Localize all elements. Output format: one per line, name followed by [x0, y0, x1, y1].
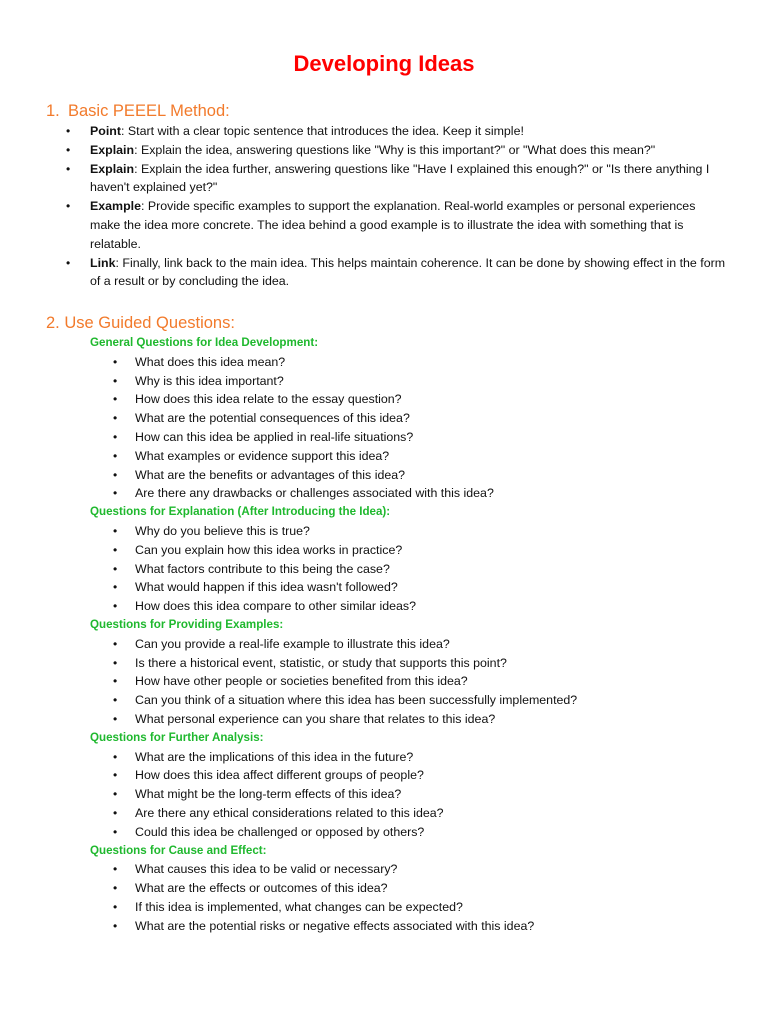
question-item — [90, 597, 730, 616]
question-text: Why do you believe this is true? — [135, 523, 310, 538]
question-list — [90, 353, 730, 503]
bullet-icon: • — [113, 354, 118, 369]
bullet-icon: • — [113, 805, 118, 820]
question-item — [90, 484, 730, 503]
bullet-icon: • — [113, 411, 118, 426]
question-text: What are the potential consequences of this idea? — [135, 411, 410, 426]
bullet-icon: • — [113, 580, 118, 595]
bullet-icon: • — [113, 448, 118, 463]
peeel-item — [66, 160, 728, 198]
bullet-icon: • — [66, 161, 71, 176]
bullet-icon: • — [113, 599, 118, 614]
bullet-icon: • — [113, 655, 118, 670]
question-item — [90, 353, 730, 372]
bullet-icon: • — [113, 693, 118, 708]
bullet-icon: • — [113, 392, 118, 407]
bullet-icon: • — [113, 674, 118, 689]
peeel-term: Explain — [90, 142, 135, 157]
question-text: How does this idea affect different groups of people? — [135, 768, 424, 783]
section-2-heading: 2. Use Guided Questions: — [46, 314, 235, 332]
question-text: What factors contribute to this being the case? — [135, 561, 390, 576]
peeel-list — [66, 122, 728, 291]
bullet-icon: • — [66, 255, 71, 270]
bullet-icon: • — [113, 542, 118, 557]
question-group-title: Questions for Cause and Effect: — [90, 843, 267, 857]
question-item — [90, 635, 730, 654]
question-item — [90, 654, 730, 673]
question-item — [90, 766, 730, 785]
bullet-icon: • — [113, 711, 118, 726]
page-title: Developing Ideas — [293, 51, 475, 76]
question-item — [90, 541, 730, 560]
question-item — [90, 466, 730, 485]
question-text: Could this idea be challenged or opposed by others? — [135, 824, 425, 839]
question-item — [90, 898, 730, 917]
question-text: Can you think of a situation where this idea has been successfully implemented? — [135, 693, 578, 708]
question-text: What examples or evidence support this idea? — [135, 448, 390, 463]
question-item — [90, 428, 730, 447]
question-text: How have other people or societies benefited from this idea? — [135, 674, 468, 689]
peeel-text: : Explain the idea, answering questions like "Why is this important?" or "What does this mean?" — [134, 142, 656, 157]
peeel-item — [66, 197, 728, 253]
question-item — [90, 785, 730, 804]
peeel-term: Link — [90, 255, 116, 270]
question-item — [90, 390, 730, 409]
question-group-title: General Questions for Idea Development: — [90, 336, 319, 349]
question-item — [90, 748, 730, 767]
peeel-item — [66, 141, 728, 160]
bullet-icon: • — [113, 899, 118, 914]
question-text: What are the effects or outcomes of this idea? — [135, 881, 388, 896]
peeel-text: : Provide specific examples to support the explanation. Real-world examples or personal experiences make the idea more concrete. The idea behind a good example is to illustrate the idea with something that is relatable. — [90, 199, 696, 251]
bullet-icon: • — [113, 824, 118, 839]
question-text: Is there a historical event, statistic, or study that supports this point? — [135, 655, 507, 670]
bullet-icon: • — [113, 881, 118, 896]
question-group-title: Questions for Providing Examples: — [90, 617, 284, 631]
question-text: What personal experience can you share that relates to this idea? — [135, 711, 496, 726]
question-item — [90, 578, 730, 597]
question-text: What are the potential risks or negative effects associated with this idea? — [135, 918, 535, 933]
section-1-number: 1. — [46, 102, 60, 120]
peeel-item — [66, 254, 728, 292]
question-text: Are there any ethical considerations related to this idea? — [135, 805, 444, 820]
bullet-icon: • — [113, 486, 118, 501]
question-item — [90, 710, 730, 729]
question-text: What would happen if this idea wasn't followed? — [135, 580, 398, 595]
peeel-term: Explain — [90, 161, 135, 176]
section-1-heading — [46, 101, 230, 121]
question-list — [90, 522, 730, 616]
question-text: Are there any drawbacks or challenges associated with this idea? — [135, 486, 494, 501]
question-item — [90, 409, 730, 428]
section-1-heading-text: Basic PEEEL Method: — [68, 102, 230, 120]
question-text: Why is this idea important? — [135, 373, 284, 388]
question-item — [90, 672, 730, 691]
question-group-title: Questions for Explanation (After Introducing the Idea): — [90, 505, 391, 519]
question-text: If this idea is implemented, what changes can be expected? — [135, 899, 463, 914]
question-item — [90, 447, 730, 466]
question-text: What might be the long-term effects of this idea? — [135, 787, 402, 802]
bullet-icon: • — [113, 636, 118, 651]
question-list — [90, 748, 730, 842]
question-item — [90, 860, 730, 879]
bullet-icon: • — [113, 373, 118, 388]
question-list — [90, 860, 730, 935]
bullet-icon: • — [113, 862, 118, 877]
question-text: Can you provide a real-life example to illustrate this idea? — [135, 636, 450, 651]
question-list — [90, 635, 730, 729]
bullet-icon: • — [66, 199, 71, 214]
question-item — [90, 522, 730, 541]
question-item — [90, 691, 730, 710]
question-text: What are the implications of this idea in the future? — [135, 749, 414, 764]
peeel-text: : Start with a clear topic sentence that introduces the idea. Keep it simple! — [120, 124, 524, 138]
question-text: Can you explain how this idea works in practice? — [135, 542, 403, 557]
peeel-term: Example — [90, 199, 141, 214]
question-text: How does this idea compare to other similar ideas? — [135, 599, 416, 614]
peeel-item — [66, 122, 728, 141]
question-item — [90, 804, 730, 823]
question-text: How does this idea relate to the essay question? — [135, 392, 402, 407]
question-item — [90, 372, 730, 391]
bullet-icon: • — [113, 787, 118, 802]
bullet-icon: • — [113, 768, 118, 783]
bullet-icon: • — [113, 523, 118, 538]
bullet-icon: • — [113, 918, 118, 933]
question-item — [90, 879, 730, 898]
guided-questions — [90, 334, 730, 936]
bullet-icon: • — [113, 561, 118, 576]
question-group-title: Questions for Further Analysis: — [90, 730, 264, 744]
peeel-text: : Explain the idea further, answering questions like "Have I explained this enough?" or "Is there anything I haven't explained yet?" — [90, 161, 710, 195]
question-text: How can this idea be applied in real-life situations? — [135, 429, 414, 444]
question-item — [90, 823, 730, 842]
bullet-icon: • — [113, 749, 118, 764]
question-text: What are the benefits or advantages of this idea? — [135, 467, 406, 482]
bullet-icon: • — [113, 429, 118, 444]
peeel-term: Point — [90, 124, 121, 138]
bullet-icon: • — [66, 142, 71, 157]
question-item — [90, 917, 730, 936]
question-item — [90, 560, 730, 579]
bullet-icon: • — [113, 467, 118, 482]
bullet-icon: • — [66, 124, 71, 138]
peeel-text: : Finally, link back to the main idea. This helps maintain coherence. It can be done by showing effect in the form of a result or by concluding the idea. — [90, 255, 726, 289]
question-text: What causes this idea to be valid or necessary? — [135, 862, 398, 877]
question-text: What does this idea mean? — [135, 354, 286, 369]
